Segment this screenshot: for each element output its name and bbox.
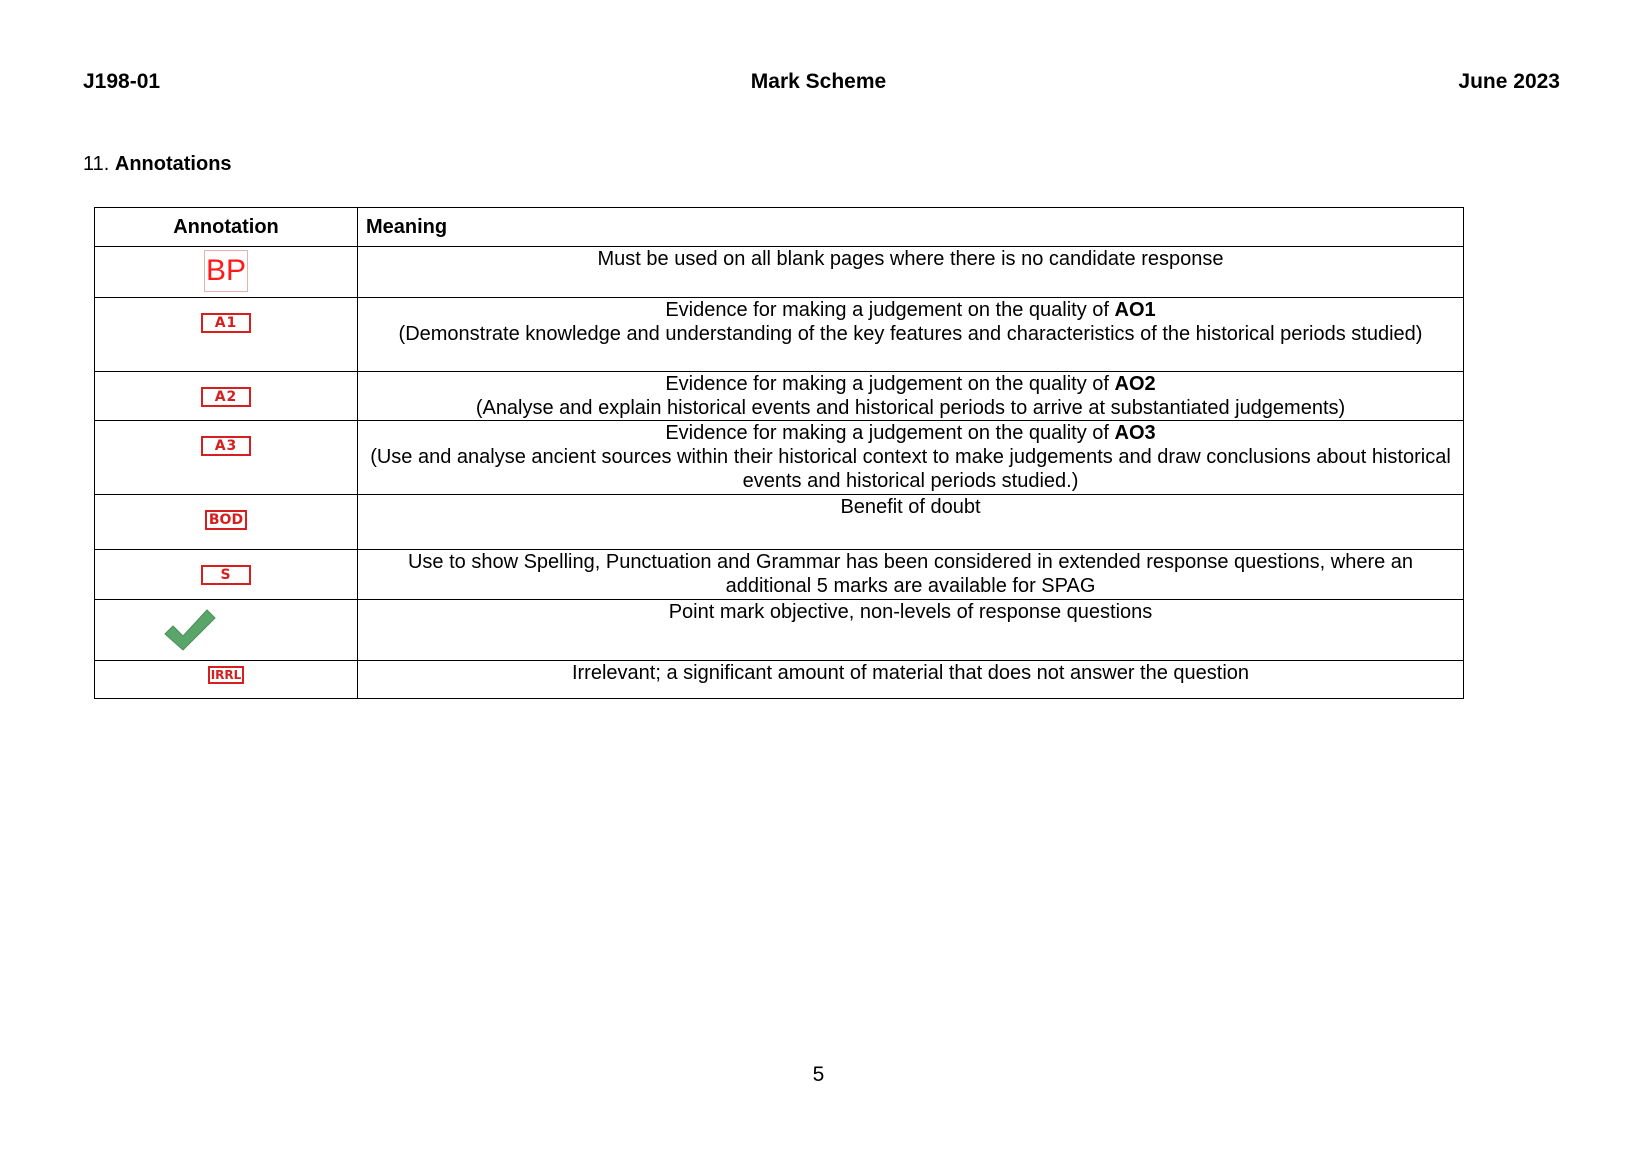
a1-icon: A1 — [201, 313, 251, 333]
annotation-cell — [95, 661, 358, 699]
annotation-cell — [95, 298, 358, 372]
meaning-cell: Must be used on all blank pages where there is no candidate response — [358, 247, 1464, 298]
assessment-objective: AO3 — [1114, 422, 1156, 444]
meaning-cell — [358, 372, 1464, 421]
meaning-cell — [358, 298, 1464, 372]
assessment-objective: AO2 — [1114, 373, 1156, 395]
document-code: J198-01 — [83, 70, 161, 93]
meaning-detail: (Use and analyse ancient sources within their historical context to make judgements and draw conclusions about historical events and historical periods studied.) — [370, 446, 1451, 492]
table-row — [95, 247, 1464, 298]
bod-icon: BOD — [205, 510, 247, 530]
table-header-row — [95, 208, 1464, 247]
annotation-cell — [95, 247, 358, 298]
meaning-cell — [358, 421, 1464, 495]
table-row — [95, 661, 1464, 699]
annotation-cell — [95, 421, 358, 495]
section-number: 11. — [83, 153, 110, 175]
spag-icon: S — [201, 565, 251, 585]
meaning-cell: Point mark objective, non-levels of response questions — [358, 600, 1464, 661]
irrl-icon: IRRL — [208, 666, 245, 684]
assessment-objective: AO1 — [1114, 299, 1156, 321]
meaning-cell: Use to show Spelling, Punctuation and Grammar has been considered in extended response questions, where an additional 5 marks are available for SPAG — [358, 550, 1464, 600]
meaning-detail: (Analyse and explain historical events and historical periods to arrive at substantiated judgements) — [475, 397, 1346, 419]
meaning-cell: Benefit of doubt — [358, 495, 1464, 550]
page-number: 5 — [812, 1063, 825, 1086]
table-row — [95, 298, 1464, 372]
document-date: June 2023 — [1458, 70, 1560, 93]
section-heading — [83, 151, 232, 177]
table-row — [95, 550, 1464, 600]
meaning-detail: (Demonstrate knowledge and understanding of the key features and characteristics of the historical periods studied) — [398, 323, 1423, 345]
section-title: Annotations — [114, 153, 232, 175]
tick-icon — [161, 606, 219, 652]
meaning-prefix: Evidence for making a judgement on the quality of — [665, 299, 1115, 321]
document-title: Mark Scheme — [750, 70, 887, 93]
column-header-meaning: Meaning — [358, 208, 1464, 247]
annotations-table — [94, 207, 1464, 699]
annotation-cell — [95, 600, 358, 661]
meaning-cell: Irrelevant; a significant amount of material that does not answer the question — [358, 661, 1464, 699]
table-row — [95, 421, 1464, 495]
column-header-annotation: Annotation — [95, 208, 358, 247]
annotation-cell — [95, 495, 358, 550]
a3-icon: A3 — [201, 436, 251, 456]
meaning-prefix: Evidence for making a judgement on the quality of — [665, 373, 1115, 395]
a2-icon: A2 — [201, 387, 251, 407]
table-row — [95, 495, 1464, 550]
annotation-cell — [95, 372, 358, 421]
annotation-cell — [95, 550, 358, 600]
table-row — [95, 600, 1464, 661]
bp-icon: BP — [204, 250, 248, 292]
meaning-prefix: Evidence for making a judgement on the quality of — [665, 422, 1115, 444]
table-row — [95, 372, 1464, 421]
